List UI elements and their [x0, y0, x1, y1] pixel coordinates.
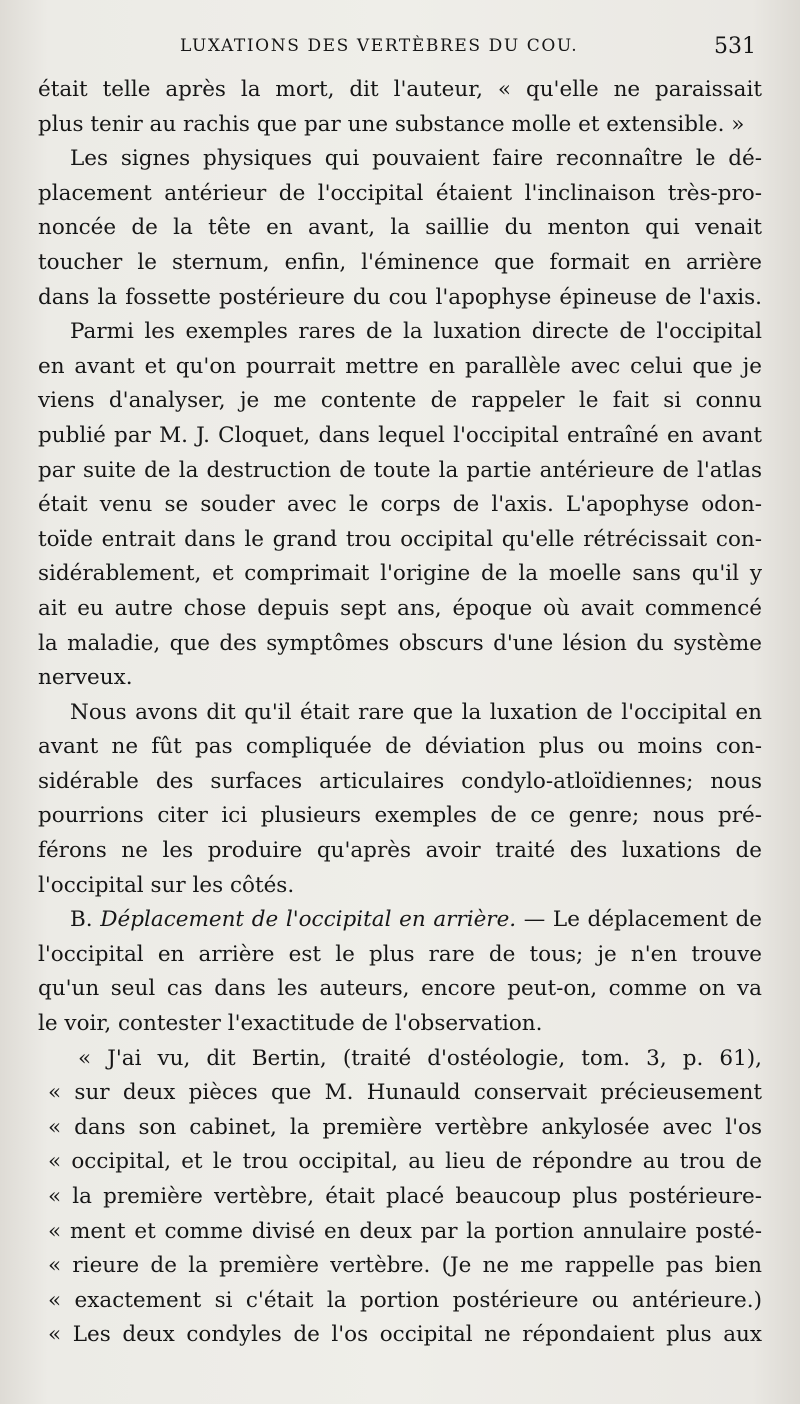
quote-line: « ment et comme divisé en deux par la portion annulaire posté-: [48, 1218, 762, 1244]
text-line: Nous avons dit qu'il était rare que la luxation de l'occipital en: [70, 699, 762, 725]
text-line: Parmi les exemples rares de la luxation directe de l'occipital: [70, 319, 762, 345]
quote-line: « sur deux pièces que M. Hunauld conservait précieusement: [48, 1080, 762, 1106]
text-line: qu'un seul cas dans les auteurs, encore peut-on, comme on va: [38, 976, 762, 1002]
quote-line: « occipital, et le trou occipital, au lieu de répondre au trou de: [48, 1149, 762, 1175]
running-title: LUXATIONS DES VERTÈBRES DU COU.: [180, 36, 579, 56]
quote-line: « la première vertèbre, était placé beaucoup plus postérieure-: [48, 1184, 762, 1209]
text-line: avant ne fût pas compliquée de déviation plus ou moins con-: [38, 734, 762, 760]
text-line: par suite de la destruction de toute la partie antérieure de l'atlas: [38, 457, 762, 483]
text-line: le voir, contester l'exactitude de l'observation.: [38, 1011, 543, 1037]
text-line: nerveux.: [38, 665, 133, 691]
text-line: était venu se souder avec le corps de l'axis. L'apophyse odon-: [38, 492, 762, 518]
text-line: ait eu autre chose depuis sept ans, époque où avait commencé: [38, 595, 762, 621]
text-line: pourrions citer ici plusieurs exemples de ce genre; nous pré-: [38, 803, 762, 829]
text-line: la maladie, que des symptômes obscurs d'une lésion du système: [38, 630, 762, 656]
text-line: en avant et qu'on pourrait mettre en parallèle avec celui que je: [38, 353, 762, 379]
quote-line: « Les deux condyles de l'os occipital ne répondaient plus aux: [48, 1322, 762, 1348]
section-marker: B.: [70, 907, 93, 933]
quote-line: « dans son cabinet, la première vertèbre ankylosée avec l'os: [48, 1114, 762, 1140]
text-line: l'occipital en arrière est le plus rare de tous; je n'en trouve: [38, 941, 762, 967]
text-line: était telle après la mort, dit l'auteur, « qu'elle ne paraissait: [38, 77, 762, 102]
text-line: noncée de la tête en avant, la saillie du menton qui venait: [38, 215, 762, 241]
text-line: sidérable des surfaces articulaires condylo-atloïdiennes; nous: [38, 768, 762, 794]
text-line: toucher le sternum, enfin, l'éminence que formait en arrière: [38, 249, 762, 275]
text-line: férons ne les produire qu'après avoir traité des luxations de: [38, 838, 762, 864]
text-line: plus tenir au rachis que par une substance molle et extensible. »: [38, 111, 745, 137]
section-b-heading-line: [38, 903, 762, 938]
text-line: l'occipital sur les côtés.: [38, 872, 295, 898]
text-line: placement antérieur de l'occipital étaient l'inclinaison très-pro-: [38, 180, 762, 206]
running-head: [0, 34, 800, 64]
quote-line: « exactement si c'était la portion postérieure ou antérieure.): [48, 1287, 762, 1313]
text-line: toïde entrait dans le grand trou occipital qu'elle rétrécissait con-: [38, 526, 762, 552]
text-line: Les signes physiques qui pouvaient faire reconnaître le dé-: [70, 146, 762, 172]
section-heading-continuation: — Le déplacement de: [523, 907, 762, 933]
text-line: sidérablement, et comprimait l'origine de la moelle sans qu'il y: [38, 561, 762, 587]
quote-line: « J'ai vu, dit Bertin, (traité d'ostéologie, tom. 3, p. 61),: [78, 1045, 762, 1071]
quote-line: « rieure de la première vertèbre. (Je ne me rappelle pas bien: [48, 1253, 762, 1279]
section-heading: Déplacement de l'occipital en arrière.: [100, 907, 517, 933]
body-text: [38, 73, 762, 1353]
text-line: dans la fossette postérieure du cou l'apophyse épineuse de l'axis.: [38, 284, 762, 310]
text-line: viens d'analyser, je me contente de rappeler le fait si connu: [38, 388, 762, 414]
page-number: 531: [714, 34, 756, 59]
text-line: publié par M. J. Cloquet, dans lequel l'occipital entraîné en avant: [38, 422, 762, 448]
